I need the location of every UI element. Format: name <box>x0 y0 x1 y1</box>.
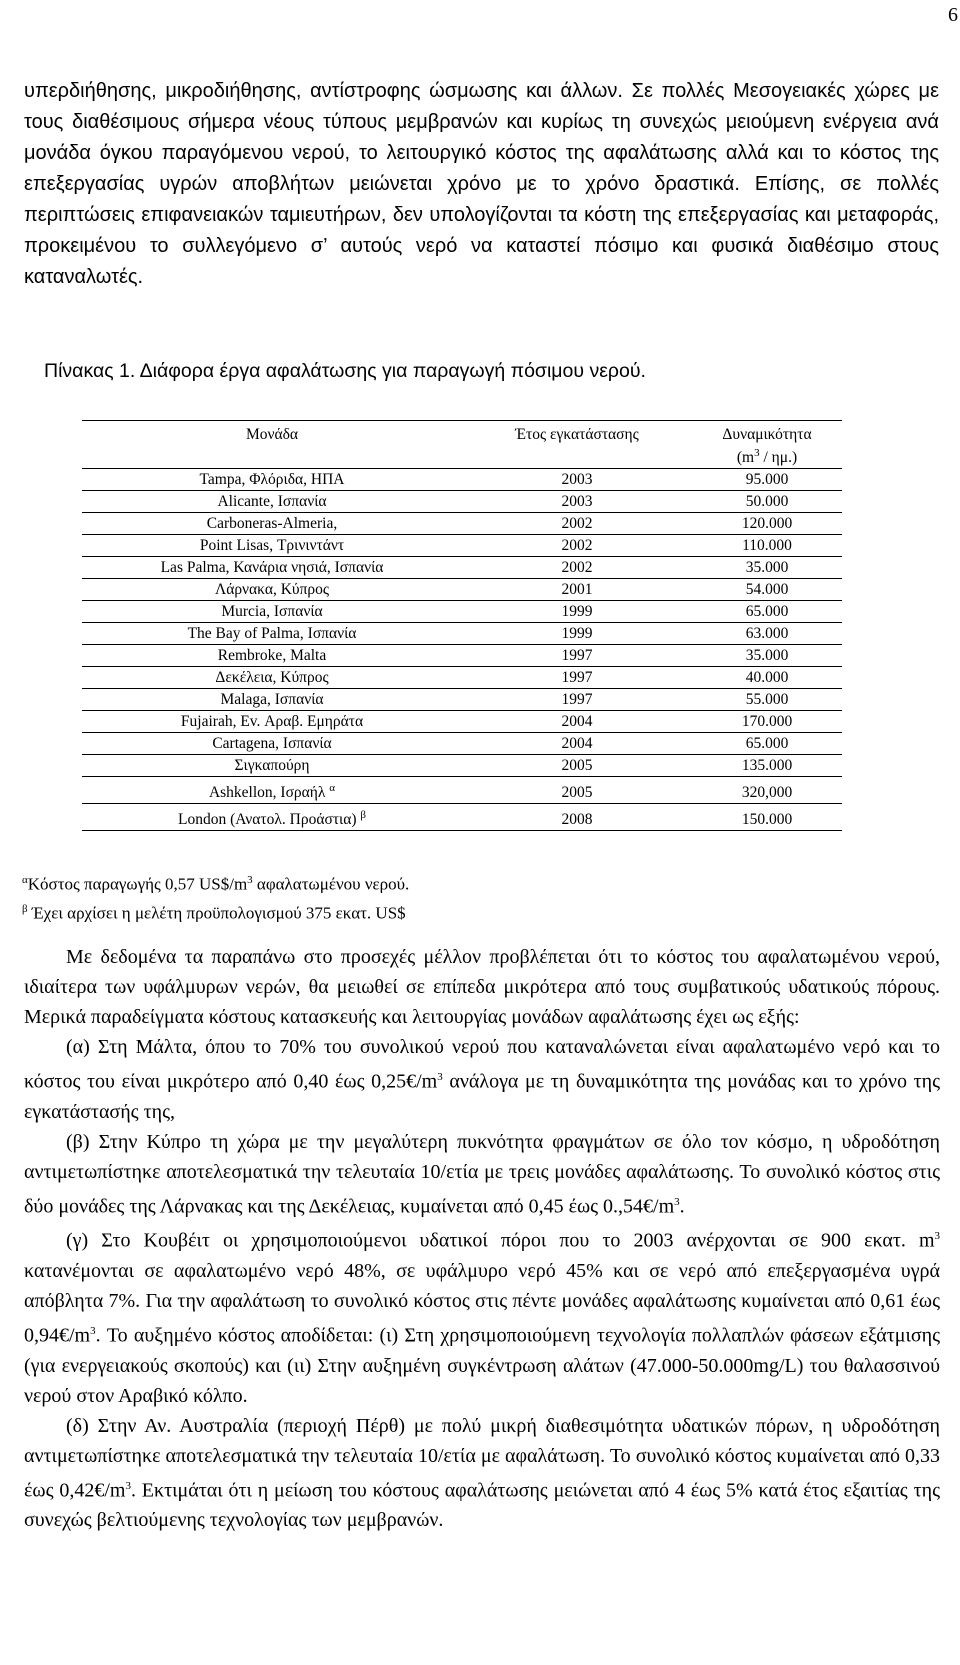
cell-capacity: 40.000 <box>692 667 842 689</box>
cell-capacity: 65.000 <box>692 601 842 623</box>
cell-capacity: 65.000 <box>692 733 842 755</box>
table-row <box>82 535 842 557</box>
table-row <box>82 491 842 513</box>
cell-unit <box>82 733 462 755</box>
table-row <box>82 755 842 777</box>
cell-unit-footnote-mark: β <box>360 809 366 822</box>
table-row <box>82 513 842 535</box>
cell-unit-text: Point Lisas, Τρινιντάντ <box>199 537 345 555</box>
cell-capacity: 50.000 <box>692 491 842 513</box>
header-unit: Μονάδα <box>82 421 462 469</box>
superscript: 3 <box>90 1324 96 1337</box>
cell-capacity: 320,000 <box>692 777 842 804</box>
cell-capacity: 55.000 <box>692 689 842 711</box>
body-section <box>24 942 940 1535</box>
table-row <box>82 689 842 711</box>
paragraph-text-post: . <box>679 1195 685 1218</box>
cell-unit <box>82 645 462 667</box>
footnote-sup: 3 <box>247 874 253 886</box>
cell-capacity: 135.000 <box>692 755 842 777</box>
table-row <box>82 733 842 755</box>
paragraph-text: Με δεδομένα τα παραπάνω στο προσεχές μέλλον προβλέπεται ότι το κόστος του αφαλατωμένου νερού, ιδιαίτερα των υφάλμυρων νερών, θα μειωθεί σε επίπεδα μικρότερα από τους συμβατικούς υδατικούς πόρους. Μερικά παραδείγματα κόστους κατασκευής και λειτουργίας μονάδων αφαλάτωσης έχει ως εξής: <box>24 946 940 1028</box>
superscript: 3 <box>934 1230 940 1243</box>
header-capacity-unit-post: / ημ.) <box>759 449 798 467</box>
cell-capacity: 95.000 <box>692 469 842 491</box>
desalination-projects-table <box>82 420 842 831</box>
cell-capacity: 110.000 <box>692 535 842 557</box>
table-row <box>82 667 842 689</box>
cell-capacity: 54.000 <box>692 579 842 601</box>
cell-unit <box>82 755 462 777</box>
cell-year: 2005 <box>462 755 692 777</box>
table-row <box>82 469 842 491</box>
cell-year: 2005 <box>462 777 692 804</box>
table-row <box>82 777 842 804</box>
intro-paragraph: υπερδιήθησης, μικροδιήθησης, αντίστροφης ώσμωσης και άλλων. Σε πολλές Μεσογειακές χώρες με τους διαθέσιμους σήμερα νέους τύπους μεμβρανών και κυρίως τη συνεχώς μειούμενη ενέργεια ανά μονάδα όγκου παραγόμενου νερού, το λειτουργικό κόστος της αφαλάτωσης αλλά και το κόστος της επεξεργασίας υγρών αποβλήτων μειώνεται χρόνο με το χρόνο δραστικά. Επίσης, σε πολλές περιπτώσεις επιφανειακών ταμιευτήρων, δεν υπολογίζονται τα κόστη της επεξεργασίας και μεταφοράς, προκειμένου το συλλεγόμενο σ’ αυτούς νερό να καταστεί πόσιμο και φυσικά διαθέσιμο στους καταναλωτές. <box>24 80 939 288</box>
table-row <box>82 711 842 733</box>
footnote-text: Κόστος παραγωγής 0,57 US$/m <box>27 874 248 894</box>
footnote-mark: α <box>22 874 28 886</box>
cell-year: 1999 <box>462 601 692 623</box>
cell-year: 2001 <box>462 579 692 601</box>
paragraph-malta <box>24 1032 940 1127</box>
cell-unit <box>82 601 462 623</box>
cell-capacity: 170.000 <box>692 711 842 733</box>
header-year: Έτος εγκατάστασης <box>462 421 692 469</box>
cell-unit-text: Δεκέλεια, Κύπρος <box>215 669 329 687</box>
cell-year: 1999 <box>462 623 692 645</box>
cell-year: 2008 <box>462 804 692 831</box>
table-header-row <box>82 421 842 469</box>
paragraph-australia <box>24 1411 940 1536</box>
superscript: 3 <box>437 1071 443 1083</box>
cell-capacity: 35.000 <box>692 557 842 579</box>
paragraph-text-post: . Το αυξημένο κόστος αποδίδεται: (ι) Στη χρησιμοποιούμενη τεχνολογία πολλαπλών φάσεων εξάτμισης (για ενεργειακούς σκοπούς) και (ιι) Στην αυξημένη συγκέντρωση αλάτων (47.000-50.000mg/L) του θαλασσινού νερού στον Αραβικό κόλπο. <box>24 1324 940 1407</box>
cell-capacity: 120.000 <box>692 513 842 535</box>
cell-year: 2002 <box>462 557 692 579</box>
cell-year: 2003 <box>462 469 692 491</box>
cell-unit <box>82 623 462 645</box>
cell-unit <box>82 711 462 733</box>
cell-unit-text: Las Palma, Κανάρια νησιά, Ισπανία <box>160 559 384 577</box>
cell-year: 1997 <box>462 667 692 689</box>
cell-year: 1997 <box>462 645 692 667</box>
table-row <box>82 623 842 645</box>
footnote-text: Έχει αρχίσει η μελέτη προϋπολογισμού 375 εκατ. US$ <box>27 903 406 923</box>
cell-unit <box>82 579 462 601</box>
cell-unit-text: Cartagena, Ισπανία <box>212 735 332 753</box>
footnote-mark: β <box>22 902 28 915</box>
footnote-beta <box>22 897 409 926</box>
header-capacity-label: Δυναμικότητα <box>722 426 812 443</box>
table-caption: Πίνακας 1. Διάφορα έργα αφαλάτωσης για παραγωγή πόσιμου νερού. <box>44 360 646 382</box>
cell-unit-text: Fujairah, Ev. Αραβ. Εμηράτα <box>180 713 364 731</box>
cell-unit <box>82 469 462 491</box>
paragraph-text: (β) Στην Κύπρο τη χώρα με την μεγαλύτερη πυκνότητα φραγμάτων σε όλο τον κόσμο, η υδροδότηση αντιμετωπίστηκε αποτελεσματικά την τελευταία 10/ετία με τρεις μονάδες αφαλάτωσης. Το συνολικό κόστος στις δύο μονάδες της Λάρνακας και της Δεκέλειας, κυμαίνεται από 0,45 έως 0.,54€/m <box>24 1130 940 1218</box>
cell-year: 2004 <box>462 733 692 755</box>
cell-unit-text: Alicante, Ισπανία <box>217 493 327 511</box>
cell-unit <box>82 667 462 689</box>
cell-unit <box>82 777 462 804</box>
cell-unit-text: Ashkellon, Ισραήλ <box>208 784 326 802</box>
cell-unit-text: Carboneras-Almeria, <box>206 515 338 533</box>
superscript: 3 <box>125 1479 131 1492</box>
footnote-text-post: αφαλατωμένου νερού. <box>252 874 410 894</box>
cell-unit <box>82 557 462 579</box>
cell-unit <box>82 513 462 535</box>
cell-unit-text: Malaga, Ισπανία <box>220 691 324 709</box>
table-body <box>82 469 842 831</box>
cell-unit-text: Λάρνακα, Κύπρος <box>214 581 330 599</box>
paragraph-cyprus <box>24 1127 940 1222</box>
footnote-alpha <box>22 868 409 897</box>
cell-unit-text: The Bay of Palma, Ισπανία <box>187 625 357 643</box>
cell-year: 2002 <box>462 535 692 557</box>
table-row <box>82 601 842 623</box>
cell-year: 2003 <box>462 491 692 513</box>
cell-unit-footnote-mark: α <box>329 782 336 795</box>
paragraph-outlook <box>24 942 940 1032</box>
cell-capacity: 150.000 <box>692 804 842 831</box>
paragraph-text: (δ) Στην Αν. Αυστραλία (περιοχή Πέρθ) με πολύ μικρή διαθεσιμότητα υδατικών πόρων, η υδροδότηση αντιμετωπίστηκε αποτελεσματικά την τελευταία 10/ετία με αφαλάτωση. Το συνολικό κόστος κυμαίνεται από 0,33 έως 0,42€/m <box>24 1414 940 1502</box>
cell-unit <box>82 535 462 557</box>
paragraph-kuwait <box>24 1221 940 1410</box>
header-capacity-unit-sup: 3 <box>754 447 760 459</box>
table-row <box>82 804 842 831</box>
cell-capacity: 35.000 <box>692 645 842 667</box>
cell-unit <box>82 689 462 711</box>
intro-section <box>24 76 939 293</box>
header-capacity <box>692 421 842 469</box>
cell-unit-text: Rembroke, Malta <box>217 647 327 665</box>
cell-year: 2004 <box>462 711 692 733</box>
table-footnotes <box>22 868 409 925</box>
paragraph-text-post: . Εκτιμάται ότι η μείωση του κόστους αφαλάτωσης μειώνεται από 4 έως 5% κατά έτος εξαιτίας της συνεχώς βελτιούμενης τεχνολογίας των μεμβρανών. <box>24 1479 940 1532</box>
paragraph-text: (γ) Στο Κουβέιτ οι χρησιμοποιούμενοι υδατικοί πόροι που το 2003 ανέρχονται σε 900 εκατ. m <box>66 1229 935 1252</box>
cell-unit-text: London (Ανατολ. Προάστια) <box>178 811 357 829</box>
table-row <box>82 579 842 601</box>
paragraph-text: (α) Στη Μάλτα, όπου το 70% του συνολικού νερού που καταναλώνεται είναι αφαλατωμένο νερό και το κόστος του είναι μικρότερο από 0,40 έως 0,25€/m <box>24 1036 940 1093</box>
cell-year: 1997 <box>462 689 692 711</box>
cell-unit <box>82 491 462 513</box>
cell-year: 2002 <box>462 513 692 535</box>
cell-capacity: 63.000 <box>692 623 842 645</box>
table-row <box>82 557 842 579</box>
cell-unit <box>82 804 462 831</box>
paragraph-text-post: ανάλογα με τη δυναμικότητα της μονάδας και το χρόνο της εγκατάστασής της, <box>24 1070 940 1123</box>
cell-unit-text: Σιγκαπούρη <box>234 757 310 775</box>
page-number: 6 <box>948 4 958 26</box>
superscript: 3 <box>674 1195 680 1208</box>
cell-unit-text: Murcia, Ισπανία <box>221 603 323 621</box>
paragraph-text-post: κατανέμονται σε αφαλατωμένο νερό 48%, σε υφάλμυρο νερό 45% και σε νερό από επεξεργασμένα υγρά απόβλητα 7%. Για την αφαλάτωση το συνολικό κόστος στις πέντε μονάδες αφαλάτωσης κυμαίνεται από 0,61 έως 0,94€/m <box>24 1259 940 1347</box>
header-capacity-unit-pre: (m <box>736 449 755 467</box>
cell-unit-text: Tampa, Φλόριδα, ΗΠΑ <box>199 471 345 489</box>
table-row <box>82 645 842 667</box>
